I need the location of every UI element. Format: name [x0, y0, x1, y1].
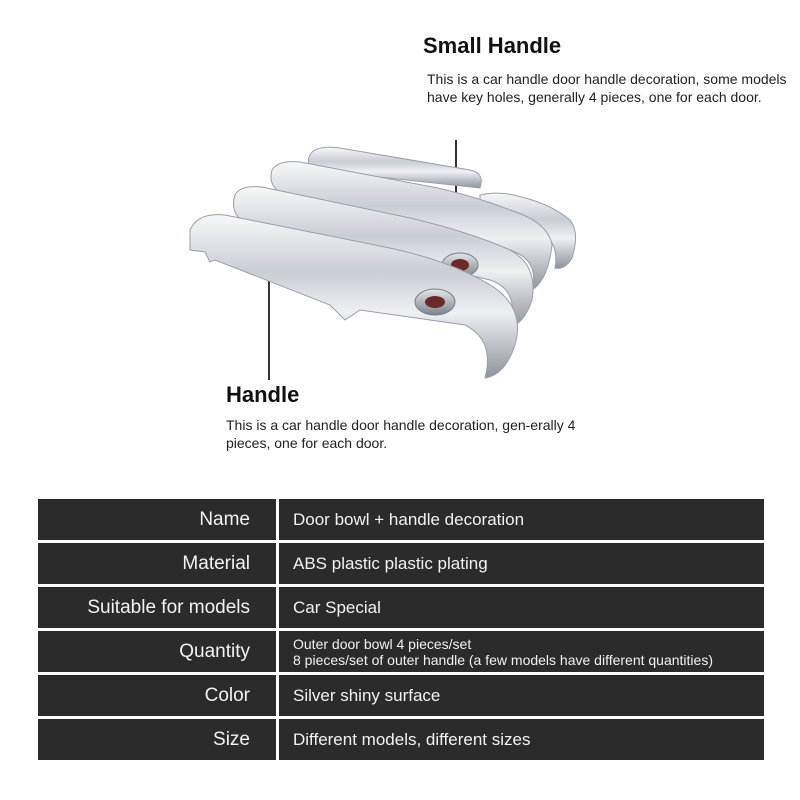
spec-row-color: [38, 675, 764, 716]
handle-title: Handle: [226, 382, 300, 407]
spec-value-quantity-line1: Outer door bowl 4 pieces/set: [293, 635, 472, 652]
spec-value-quantity-line2: 8 pieces/set of outer handle (a few models have different quantities): [293, 651, 713, 668]
spec-value-color: Silver shiny surface: [279, 675, 764, 716]
spec-row-size: [38, 719, 764, 760]
spec-row-name: [38, 499, 764, 540]
spec-table: [38, 496, 764, 763]
spec-label-size: Size: [38, 719, 279, 760]
spec-label-name: Name: [38, 499, 279, 540]
spec-row-quantity: [38, 631, 764, 672]
spec-value-material: ABS plastic plastic plating: [279, 543, 764, 584]
small-handle-title: Small Handle: [423, 33, 562, 58]
spec-label-material: Material: [38, 543, 279, 584]
small-handle-description: This is a car handle door handle decoration, some models have key holes, generally 4 pieces, one for each door.: [427, 71, 787, 105]
spec-label-color: Color: [38, 675, 279, 716]
handle-description: This is a car handle door handle decoration, gen-erally 4 pieces, one for each door.: [226, 417, 576, 451]
spec-value-models: Car Special: [279, 587, 764, 628]
spec-value-quantity: [279, 631, 764, 672]
spec-row-material: [38, 543, 764, 584]
spec-label-quantity: Quantity: [38, 631, 279, 672]
chrome-door-handle-set-image: [180, 140, 600, 390]
spec-row-models: [38, 587, 764, 628]
spec-value-size: Different models, different sizes: [279, 719, 764, 760]
spec-value-name: Door bowl + handle decoration: [279, 499, 764, 540]
spec-label-models: Suitable for models: [38, 587, 279, 628]
